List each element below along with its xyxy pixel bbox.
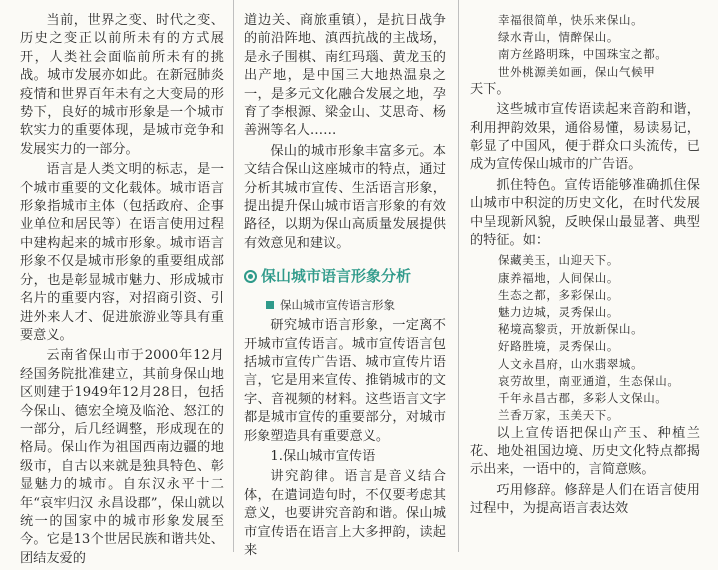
- body-paragraph-continuation: 道边关、商旅重镇），是抗日战争的前沿阵地、滇西抗战的主战场，是永子围棋、南红玛瑙、黄龙玉的出产地，是中国三大地热温泉之一，是多元文化融合发展之地，孕育了李根源、梁金山、艾思奇、杨善洲等名人……: [244, 13, 446, 139]
- slogan-line: 生态之都，多彩保山。: [498, 287, 619, 302]
- sub-heading: 1.保山城市宣传语: [270, 448, 376, 464]
- slogan-line: 好路胜境，灵秀保山。: [498, 339, 619, 354]
- slogan-line: 世外桃源美如画，保山气候甲: [498, 64, 656, 79]
- slogan-list: [470, 12, 700, 81]
- section-bullet-icon: [244, 270, 257, 283]
- slogan-line: 康养福地，人间保山。: [498, 270, 619, 285]
- body-paragraph: 保山的城市形象丰富多元。本文结合保山这座城市的特点，通过分析其城市宣传、生活语言形象，提出提升保山城市语言形象的有效路径，以期为保山高质量发展提供有效意见和建议。: [244, 143, 446, 251]
- body-paragraph: 以上宣传语把保山产玉、种植兰花、地处祖国边境、历史文化特点都揭示出来，一语中的，言简意赅。: [470, 425, 700, 478]
- body-paragraph: 云南省保山市于2000年12月经国务院批准建立，其前身保山地区则建于1949年12月28日，包括今保山、德宏全境及临沧、怒江的一部分，后几经调整，形成现在的格局。保山作为祖国西南边疆的地级市，自古以来就是独具特色、彰显魅力的城市。自东汉永平十二年“哀牢归汉 永昌设郡”，保山就以统一的国家中的城市形象发展至今。它是13个世居民族和谐共处、团结友爱的: [20, 348, 224, 566]
- slogan-line: 兰香万家，玉美天下。: [498, 408, 619, 423]
- slogan-line: 人文永昌府，山水翡翠城。: [498, 356, 644, 371]
- slogan-line: 保藏美玉，山迎天下。: [498, 253, 619, 268]
- slogan-tail: 天下。: [470, 81, 510, 97]
- body-paragraph: 抓住特色。宣传语能够准确抓住保山城市中积淀的历史文化，在时代发展中呈现新风貌，反映保山最显著、典型的特征。如：: [470, 177, 700, 249]
- subsection-heading: [266, 296, 446, 314]
- subsection-title: 保山城市宣传语言形象: [280, 297, 395, 312]
- section-heading: [244, 267, 446, 285]
- slogan-line: 千年永昌古郡，多彩人文保山。: [498, 391, 668, 406]
- column-divider: [458, 0, 459, 552]
- slogan-list: [470, 252, 700, 424]
- slogan-line: 南方丝路明珠，中国珠宝之都。: [498, 47, 668, 62]
- slogan-line: 哀劳故里，南亚通道，生态保山。: [498, 373, 680, 388]
- slogan-line: 魅力边城，灵秀保山。: [498, 305, 619, 320]
- body-paragraph: 当前，世界之变、时代之变、历史之变正以前所未有的方式展开，人类社会面临前所未有的挑战。城市发展亦如此。在新冠肺炎疫情和世界百年未有之大变局的形势下，良好的城市形象是一个城市软实力的重要体现，是城市竞争和发展实力的一部分。: [20, 13, 224, 157]
- square-bullet-icon: [266, 301, 274, 309]
- body-paragraph: 讲究韵律。语言是音义结合体，在遣词造句时，不仅要考虑其意义，也要讲究音韵和谐。保山城市宣传语在语言上大多押韵，读起来: [244, 469, 446, 558]
- slogan-line: 绿水青山，情醉保山。: [498, 30, 619, 45]
- section-title: 保山城市语言形象分析: [261, 267, 412, 286]
- slogan-line: 幸福很简单，快乐来保山。: [498, 13, 644, 27]
- text-column-1: [20, 12, 224, 570]
- text-column-3: [470, 12, 700, 521]
- body-paragraph: 这些城市宣传语读起来音韵和谐，利用押韵效果，通俗易懂，易读易记，彰显了中国风，便于群众口头流传，已成为宣传保山城市的广告语。: [470, 102, 700, 173]
- body-paragraph: 研究城市语言形象，一定离不开城市宣传语言。城市宣传语言包括城市宣传广告语、城市宣传片语言，它是用来宣传、推销城市的文字、音视频的材料。这些语言文字都是城市宣传的重要部分，对城市形象塑造具有重要意义。: [244, 318, 446, 444]
- body-paragraph: 语言是人类文明的标志，是一个城市重要的文化载体。城市语言形象指城市主体（包括政府、企事业单位和居民等）在语言使用过程中建构起来的城市形象。城市语言形象不仅是城市形象的重要组成部分，也是彰显城市魅力、形成城市名片的重要内容，对招商引资、引进外来人才、促进旅游业等具有重要意义。: [20, 162, 224, 343]
- text-column-2: [244, 12, 446, 562]
- column-divider: [233, 0, 234, 552]
- body-paragraph: 巧用修辞。修辞是人们在语言使用过程中，为提高语言表达效: [470, 482, 700, 517]
- slogan-line: 秘境高黎贡，开放新保山。: [498, 322, 644, 337]
